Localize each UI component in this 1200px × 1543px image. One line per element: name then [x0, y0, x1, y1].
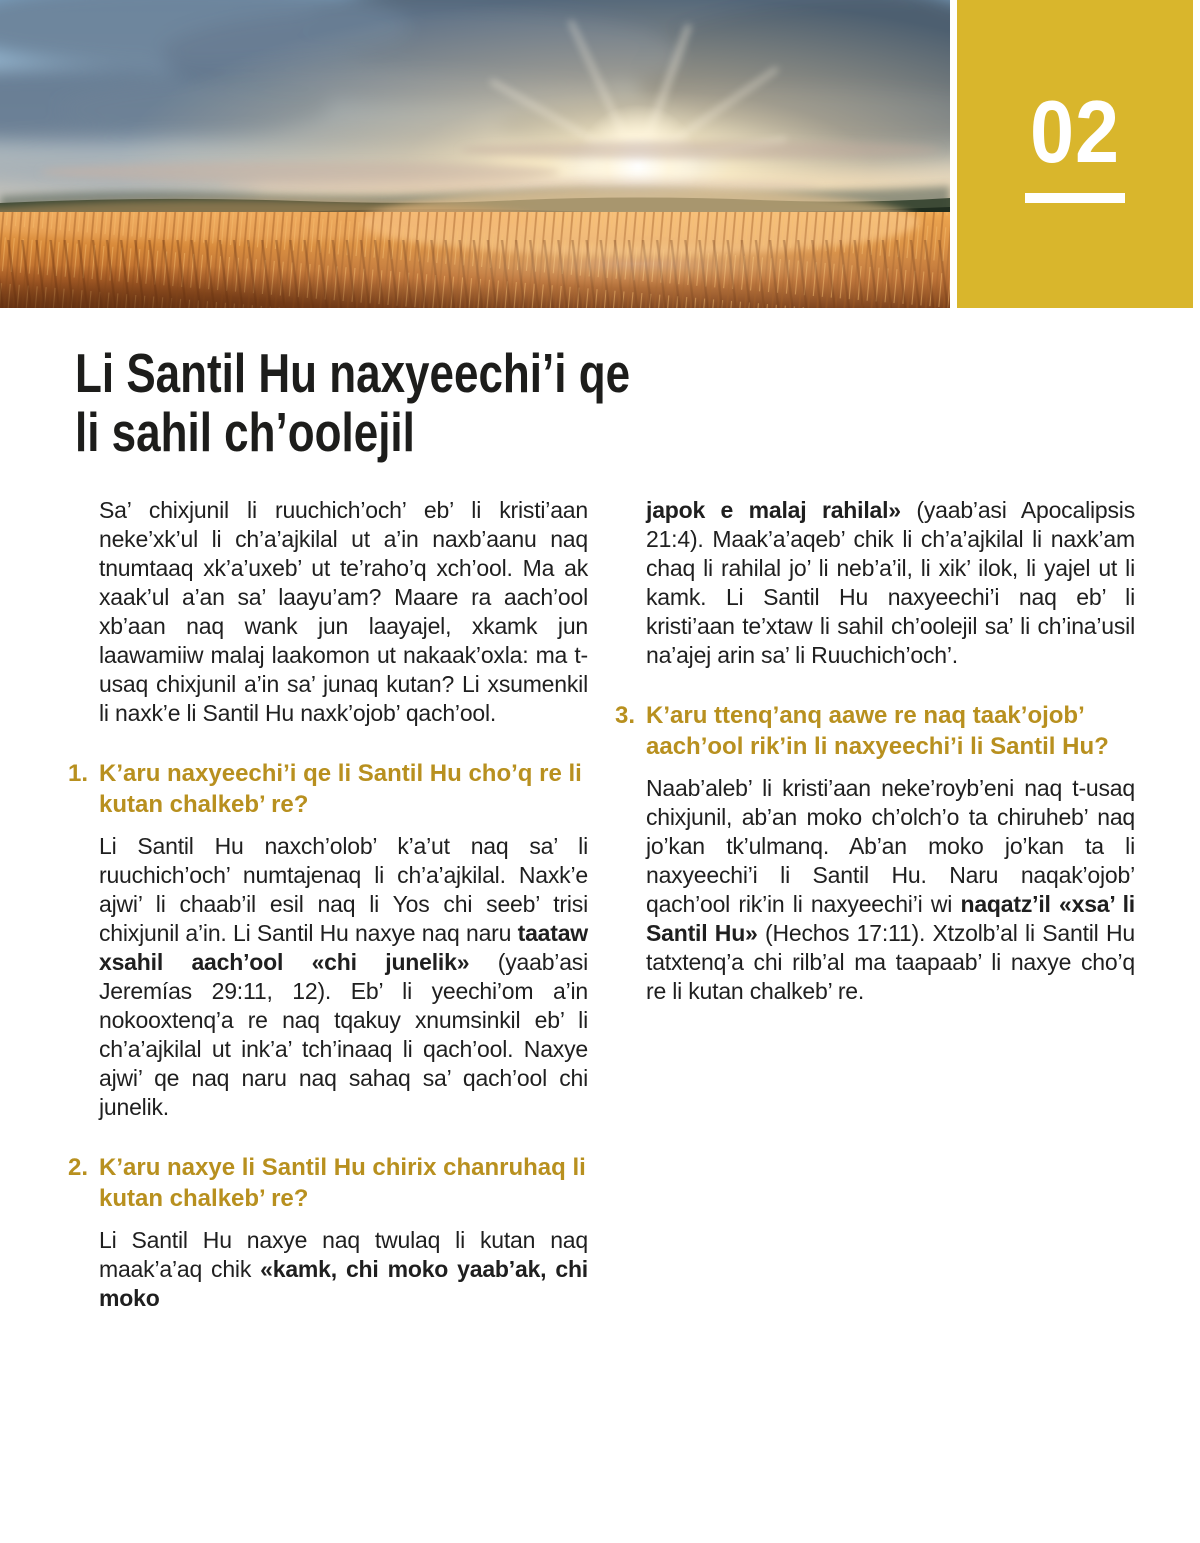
question-1-body-bold-quote: taataw xsahil aach’ool «chi junelik»	[99, 920, 588, 975]
question-2-heading	[68, 1152, 588, 1214]
content-columns	[68, 496, 1136, 1313]
question-1	[68, 758, 588, 1122]
question-3-number: 3.	[615, 702, 636, 729]
question-1-heading-text: K’aru naxyeechi’i qe li Santil Hu cho’q re li kutan chalkeb’ re?	[99, 760, 582, 818]
question-2-body-pre: Li Santil Hu naxye naq twulaq li kutan naq maak’a’aq chik	[99, 1227, 588, 1282]
question-3-body	[646, 774, 1135, 1006]
question-3-body-bold-quote: naqatz’il «xsa’ li Santil Hu»	[646, 891, 1135, 946]
question-3-heading	[615, 700, 1135, 762]
column-left	[68, 496, 588, 1313]
question-1-body-post: (yaab’asi Jeremías 29:11, 12). Eb’ li yeechi’om a’in nokooxtenq’a re naq tqakuy xnumsinkil eb’ li ch’a’ajkilal ut ink’a’ tch’inaaq li qach’ool. Naxye ajwi’ qe naq naru naq sahaq sa’ qach’ool chi junelik.	[99, 949, 589, 1120]
title-line-2: li sahil ch’oolejil	[75, 401, 415, 463]
question-2	[68, 1152, 588, 1313]
chapter-number-underline	[1025, 193, 1125, 203]
continuation-bold-quote: japok e malaj rahilal»	[646, 497, 901, 523]
question-3	[615, 700, 1135, 1006]
question-3-heading-text: K’aru ttenq’anq aawe re naq taak’ojob’ aach’ool rik’in li naxyeechi’i li Santil Hu?	[646, 702, 1109, 760]
intro-paragraph: Sa’ chixjunil li ruuchich’och’ eb’ li kristi’aan neke’xk’ul li ch’a’ajkilal ut a’in naxb’aanu naq tnumtaaq xk’a’uxeb’ ut te’raho’q xch’ool. Ma ak xaak’ul a’an sa’ laayu’am? Maare ra aach’ool xb’aan naq wank jun laayajel, xkamk jun laawamiiw malaj laakomon ut nakaak’oxla: ma t-usaq chixjunil a’in sa’ junaq kutan? Li xsumenkil li naxk’e li Santil Hu naxk’ojob’ qach’ool.	[99, 497, 588, 726]
question-1-body-pre: Li Santil Hu naxch’olob’ k’a’ut naq sa’ li ruuchich’och’ numtajenaq li ch’a’ajkilal. Naxk’e ajwi’ li chaab’il esil naq li Yos chi seeb’ trisi chixjunil a’in. Li Santil Hu naxye naq naru	[99, 833, 588, 946]
chapter-number-block	[957, 0, 1193, 308]
question-2-body-bold-quote: «kamk, chi moko yaab’ak, chi moko	[99, 1256, 588, 1311]
continuation-paragraph	[646, 496, 1135, 670]
page-title	[75, 344, 630, 462]
question-3-body-post: (Hechos 17:11). Xtzolb’al li Santil Hu tatxtenq’a chi rilb’al ma taapaab’ li naxye cho’q re li kutan chalkeb’ re.	[646, 920, 1135, 1004]
question-2-number: 2.	[68, 1154, 89, 1181]
question-2-heading-text: K’aru naxye li Santil Hu chirix chanruhaq li kutan chalkeb’ re?	[99, 1154, 586, 1212]
question-1-number: 1.	[68, 760, 89, 787]
photo-wheat-field	[0, 188, 950, 308]
question-1-heading	[68, 758, 588, 820]
question-1-body	[99, 832, 588, 1122]
chapter-number: 02	[1030, 82, 1120, 181]
title-line-1: Li Santil Hu naxyeechi’i qe	[75, 342, 631, 404]
wheat-field-photo	[0, 0, 950, 308]
continuation-post: (yaab’asi Apocalipsis 21:4). Maak’a’aqeb’ chik li ch’a’ajkilal li naxk’am chaq li rahilal jo’ li neb’a’il, li xik’ ilok, li yajel ut li kamk. Li Santil Hu naxyeechi’i naq eb’ li kristi’aan te’xtaw li sahil ch’oolejil sa’ li ch’ina’usil na’ajej arin sa’ li Ruuchich’och’.	[646, 497, 1135, 668]
question-3-body-pre: Naab’aleb’ li kristi’aan neke’royb’eni naq t-usaq chixjunil, ab’an moko ch’olch’o ta chiruheb’ naq jo’kan tk’ulmanq. Ab’an moko jo’kan ta li naxyeechi’i li Santil Hu. Naru naqak’ojob’ qach’ool rik’in li naxyeechi’i wi	[646, 775, 1135, 917]
question-2-body	[99, 1226, 588, 1313]
column-right	[615, 496, 1135, 1313]
